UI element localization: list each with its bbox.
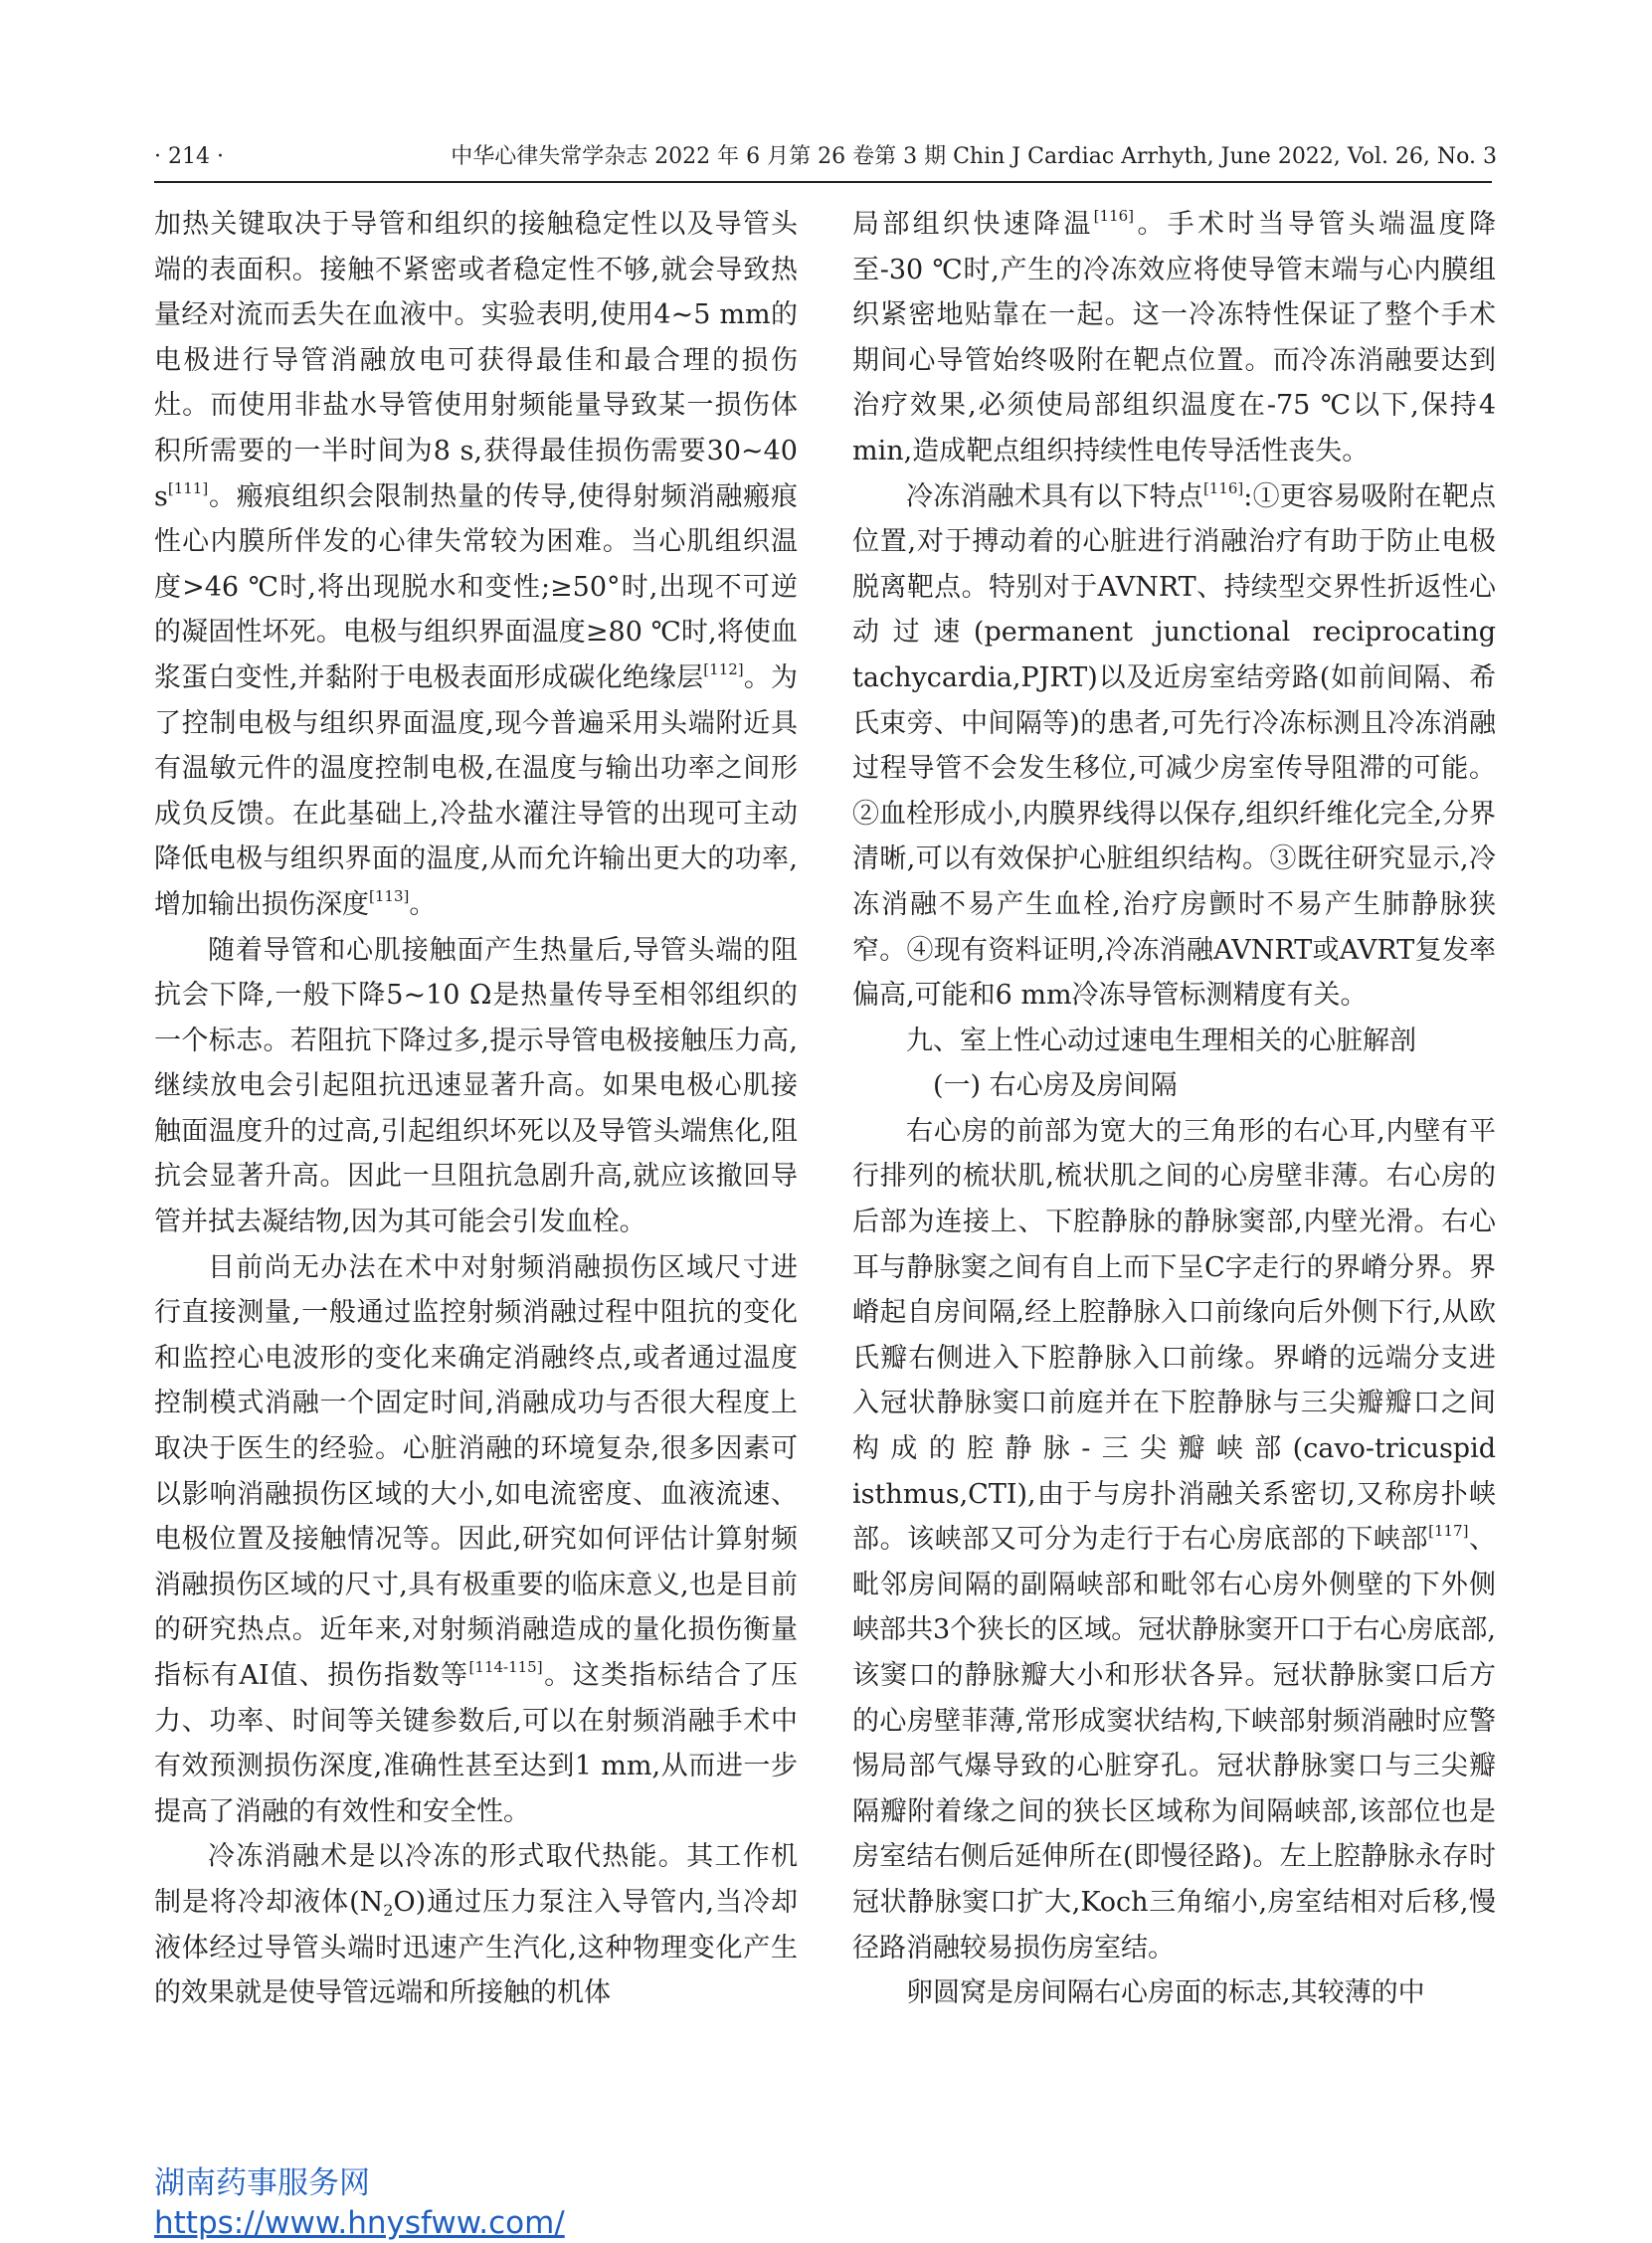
citation-ref-114-115: [114-115] <box>468 1658 543 1676</box>
header-rule <box>154 181 1492 183</box>
paragraph-cryoablation <box>154 1834 798 2015</box>
paragraph-impedance: 随着导管和心肌接触面产生热量后,导管头端的阻抗会下降,一般下降5~10 Ω是热量传导至相邻组织的一个标志。若阻抗下降过多,提示导管电极接触压力高,继续放电会引起阻抗迅速显著升高。如果电极心肌接触面温度升的过高,引起组织坏死以及导管头端焦化,阻抗会显著升高。因此一旦阻抗急剧升高,就应该撤回导管并拭去凝结物,因为其可能会引发血栓。 <box>154 934 798 1238</box>
watermark-site-name: 湖南药事服务网 <box>154 2165 370 2201</box>
paragraph-heat-transfer <box>154 202 798 928</box>
right-column <box>852 202 1496 2016</box>
paragraph-text: 冷冻消融术具有以下特点 <box>906 480 1203 512</box>
paragraph-text: 、毗邻房间隔的副隔峡部和毗邻右心房外侧壁的下外侧峡部共3个狭长的区域。冠状静脉窦开口于右心房底部,该窦口的静脉瓣大小和形状各异。冠状静脉窦口后方的心房壁菲薄,常形成窦状结构,下峡部射频消融时应警惕局部气爆导致的心脏穿孔。冠状静脉窦口与三尖瓣隔瓣附着缘之间的狭长区域称为间隔峡部,该部位也是房室结右侧后延伸所在(即慢径路)。左上腔静脉永存时冠状静脉窦口扩大,Koch三角缩小,房室结相对后移,慢径路消融较易损伤房室结。 <box>852 1524 1497 1963</box>
paragraph-text: 。这类指标结合了压力、功率、时间等关键参数后,可以在射频消融手术中有效预测损伤深度,准确性甚至达到1 mm,从而进一步提高了消融的有效性和安全性。 <box>154 1660 798 1827</box>
page-number: · 214 · <box>154 144 224 169</box>
paragraph-text: :①更容易吸附在靶点位置,对于搏动着的心脏进行消融治疗有助于防止电极脱离靶点。特别对于AVNRT、持续型交界性折返性心动过速(permanent junctional reciprocating tachycardia,PJRT)以及近房室结旁路(如前间隔、希氏束旁、中间隔等)的患者,可先行冷冻标测且冷冻消融过程导管不会发生移位,可减少房室传导阻滞的可能。②血栓形成小,内膜界线得以保存,组织纤维化完全,分界清晰,可以有效保护心脏组织结构。③既往研究显示,冷冻消融不易产生血栓,治疗房颤时不易产生肺静脉狭窄。④现有资料证明,冷冻消融AVNRT或AVRT复发率偏高,可能和6 mm冷冻导管标测精度有关。 <box>852 480 1496 1012</box>
paragraph-text: O)通过压力泵注入导管内,当冷却液体经过导管头端时迅速产生汽化,这种物理变化产生的效果就是使导管远端和所接触的机体 <box>154 1886 798 2009</box>
paragraph-text: 。为了控制电极与组织界面温度,现今普遍采用头端附近具有温敏元件的温度控制电极,在温度与输出功率之间形成负反馈。在此基础上,冷盐水灌注导管的出现可主动降低电极与组织界面的温度,从而允许输出更大的功率,增加输出损伤深度 <box>154 661 798 920</box>
paragraph-text: 。 <box>409 888 437 920</box>
citation-ref-116: [116] <box>1202 478 1244 497</box>
paragraph-lesion-measurement <box>154 1245 798 1835</box>
watermark-link[interactable]: https://www.hnysfww.com/ <box>154 2205 565 2241</box>
paragraph-text: 冷冻消融术是以冷冻的形式取代热能。其工作机制是将冷却液体(N <box>154 1841 798 1918</box>
citation-ref-117: [117] <box>1428 1522 1469 1541</box>
paragraph-text: 目前尚无办法在术中对射频消融损伤区域尺寸进行直接测量,一般通过监控射频消融过程中阻抗的变化和监控心电波形的变化来确定消融终点,或者通过温度控制模式消融一个固定时间,消融成功与否很大程度上取决于医生的经验。心脏消融的环境复杂,很多因素可以影响消融损伤区域的大小,如电流密度、血液流速、电极位置及接触情况等。因此,研究如何评估计算射频消融损伤区域的尺寸,具有极重要的临床意义,也是目前的研究热点。近年来,对射频消融造成的量化损伤衡量指标有AI值、损伤指数等 <box>154 1251 798 1691</box>
paragraph-fossa-ovalis: 卵圆窝是房间隔右心房面的标志,其较薄的中 <box>906 1977 1425 2009</box>
paragraph-text: 局部组织快速降温 <box>852 209 1094 240</box>
paragraph-cryo-features <box>852 474 1496 1019</box>
citation-ref-116: [116] <box>1093 207 1135 225</box>
paragraph-cryo-cooling <box>852 202 1496 474</box>
journal-citation: 中华心律失常学杂志 2022 年 6 月第 26 卷第 3 期 Chin J Cardiac Arrhyth, June 2022, Vol. 26, No. 3 <box>451 144 1497 169</box>
paragraph-text: 加热关键取决于导管和组织的接触稳定性以及导管头端的表面积。接触不紧密或者稳定性不够,就会导致热量经对流而丢失在血液中。实验表明,使用4~5 mm的电极进行导管消融放电可获得最佳和最合理的损伤灶。而使用非盐水导管使用射频能量导致某一损伤体积所需要的一半时间为8 s,获得最佳损伤需要30~40 s <box>154 209 798 512</box>
watermark <box>154 2163 565 2243</box>
citation-ref-112: [112] <box>703 659 744 678</box>
citation-ref-111: [111] <box>167 478 209 497</box>
paragraph-text: 。手术时当导管头端温度降至-30 ℃时,产生的冷冻效应将使导管末端与心内膜组织紧密地贴靠在一起。这一冷冻特性保证了整个手术期间心导管始终吸附在靶点位置。而冷冻消融要达到治疗效果,必须使局部组织温度在-75 ℃以下,保持4 min,造成靶点组织持续性电传导活性丧失。 <box>852 209 1497 467</box>
paragraph-right-atrium <box>852 1109 1496 1970</box>
running-head <box>154 137 1497 177</box>
paragraph-text: 。瘢痕组织会限制热量的传导,使得射频消融瘢痕性心内膜所伴发的心律失常较为困难。当心肌组织温度>46 ℃时,将出现脱水和变性;≥50°时,出现不可逆的凝固性坏死。电极与组织界面温度≥80 ℃时,将使血浆蛋白变性,并黏附于电极表面形成碳化绝缘层 <box>154 480 798 693</box>
section-heading: 九、室上性心动过速电生理相关的心脏解剖 <box>906 1025 1416 1056</box>
paragraph-text: 右心房的前部为宽大的三角形的右心耳,内壁有平行排列的梳状肌,梳状肌之间的心房壁非薄。右心房的后部为连接上、下腔静脉的静脉窦部,内壁光滑。右心耳与静脉窦之间有自上而下呈C字走行的界嵴分界。界嵴起自房间隔,经上腔静脉入口前缘向后外侧下行,从欧氏瓣右侧进入下腔静脉入口前缘。界嵴的远端分支进入冠状静脉窦口前庭并在下腔静脉与三尖瓣瓣口之间构成的腔静脉-三尖瓣峡部(cavo-tricuspid isthmus,CTI),由于与房扑消融关系密切,又称房扑峡部。该峡部又可分为走行于右心房底部的下峡部 <box>852 1115 1496 1556</box>
left-column <box>154 202 798 2016</box>
subsection-heading: (一) 右心房及房间隔 <box>933 1070 1178 1102</box>
citation-ref-113: [113] <box>369 886 410 905</box>
subscript-2: 2 <box>383 1900 394 1920</box>
